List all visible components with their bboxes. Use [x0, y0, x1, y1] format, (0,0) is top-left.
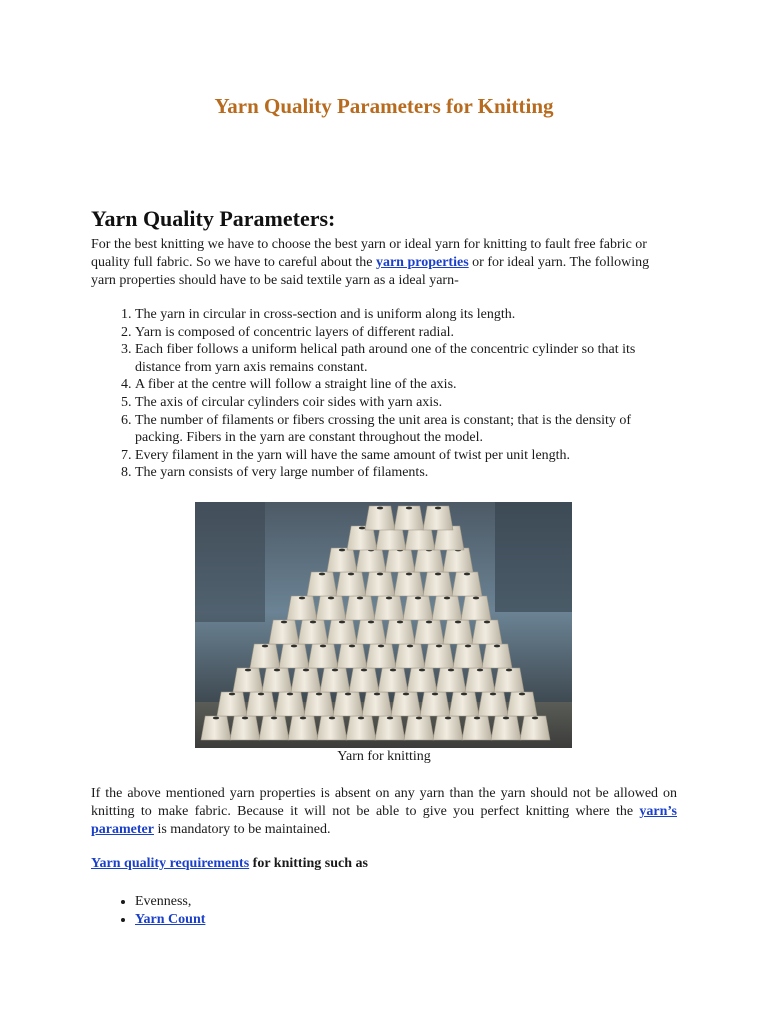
para2-text-before: If the above mentioned yarn properties is absent on any yarn than the yarn should not be allowed on knitting to make fabric. Because it will not be able to give you perfect knitting where the [91, 786, 677, 819]
yarn-cone-core [464, 573, 470, 576]
yarn-cone [365, 572, 395, 596]
yarn-cone-core [503, 717, 509, 720]
yarn-cone-core [213, 717, 219, 720]
yarn-cone [337, 644, 367, 668]
yarn-cone [250, 644, 280, 668]
requirements-intro-text: for knitting such as [249, 856, 368, 871]
yarn-cone [375, 716, 405, 740]
yarn-cone-core [245, 669, 251, 672]
yarn-cone [316, 596, 346, 620]
yarn-cone [317, 716, 347, 740]
yarn-cone-core [320, 645, 326, 648]
yarn-cone-core [473, 597, 479, 600]
yarn-cone-core [406, 507, 412, 510]
yarn-cone [414, 548, 444, 572]
yarn-cone [465, 668, 495, 692]
yarn-cone-core [477, 669, 483, 672]
yarn-cone-core [349, 645, 355, 648]
yarn-cone [478, 692, 508, 716]
yarn-cone [308, 644, 338, 668]
yarn-cone-core [419, 669, 425, 672]
yarn-cone-core [359, 527, 365, 530]
yarn-cone-core [319, 573, 325, 576]
yarn-cone [520, 716, 550, 740]
yarn-cone [291, 668, 321, 692]
yarn-cone [320, 668, 350, 692]
yarn-cone [327, 620, 357, 644]
yarn-cone [394, 506, 424, 530]
yarn-cone [462, 716, 492, 740]
yarn-cone-core [519, 693, 525, 696]
yarn-cone [385, 620, 415, 644]
yarn-cone-core [494, 645, 500, 648]
yarn-cone-core [461, 693, 467, 696]
yarn-cone-core [345, 693, 351, 696]
para2-text-after: is mandatory to be maintained. [153, 822, 331, 837]
yarn-cone-core [348, 573, 354, 576]
yarn-cone-core [357, 597, 363, 600]
yarn-cone [356, 620, 386, 644]
yarn-cone-core [465, 645, 471, 648]
yarn-cone-core [436, 645, 442, 648]
yarn-cone [436, 668, 466, 692]
yarn-cones-photo [195, 502, 572, 748]
yarn-cone-core [271, 717, 277, 720]
yarn-cone [201, 716, 231, 740]
yarn-cone [275, 692, 305, 716]
yarn-cone-core [368, 621, 374, 624]
property-item: 3. Each fiber follows a uniform helical path around one of the concentric cylinder so that its distance from yarn axis remains constant. [135, 341, 677, 376]
yarn-cone-core [358, 717, 364, 720]
yarn-cone-core [310, 621, 316, 624]
yarn-cone [304, 692, 334, 716]
yarn-cone-core [406, 573, 412, 576]
property-item: 7. Every filament in the yarn will have the same amount of twist per unit length. [135, 447, 677, 465]
yarn-cone-core [435, 507, 441, 510]
yarn-cone [262, 668, 292, 692]
yarn-cone [298, 620, 328, 644]
yarn-cone-core [435, 573, 441, 576]
yarn-cone [259, 716, 289, 740]
yarn-cones-illustration [195, 502, 572, 748]
yarn-cone [246, 692, 276, 716]
yarn-cone-core [484, 621, 490, 624]
yarn-cone [420, 692, 450, 716]
yarn-cone [366, 644, 396, 668]
yarn-cone [362, 692, 392, 716]
yarn-cone [491, 716, 521, 740]
yarn-cone [472, 620, 502, 644]
requirements-list [91, 893, 205, 929]
yarn-cone [365, 506, 395, 530]
document-title: Yarn Quality Parameters for Knitting [214, 94, 554, 118]
requirement-text: Evenness, [135, 894, 192, 909]
yarn-cone-core [303, 669, 309, 672]
yarn-cone-core [258, 693, 264, 696]
yarn-cone-core [532, 717, 538, 720]
yarn-cone [336, 572, 366, 596]
yarn-quality-requirements-link[interactable]: Yarn quality requirements [91, 856, 250, 871]
yarn-cone-core [506, 669, 512, 672]
yarn-cone [356, 548, 386, 572]
yarn-cone-core [432, 693, 438, 696]
yarn-cone [482, 644, 512, 668]
yarn-cone [494, 668, 524, 692]
yarn-cone [423, 572, 453, 596]
yarn-cone-core [377, 573, 383, 576]
yarn-cone-core [416, 717, 422, 720]
yarn-cone [333, 692, 363, 716]
yarn-cone [443, 548, 473, 572]
yarn-cone [414, 620, 444, 644]
intro-text-before: For the best knitting we have to choose the best yarn or ideal yarn for knitting to fault free fabric or quality full fabric. So we have to careful about the [91, 237, 647, 270]
property-item: 5. The axis of circular cylinders coir sides with yarn axis. [135, 394, 677, 412]
property-item: 8. The yarn consists of very large number of filaments. [135, 464, 677, 482]
yarn-cone-core [444, 597, 450, 600]
yarn-cone [374, 596, 404, 620]
yarn-cone [378, 668, 408, 692]
yarn-cone [391, 692, 421, 716]
yarn-cone-core [474, 717, 480, 720]
yarns-parameter-link[interactable]: yarn’s parameter [91, 804, 677, 837]
yarn-cone-core [407, 645, 413, 648]
yarn-cone-core [378, 645, 384, 648]
requirement-item-evenness [135, 893, 205, 911]
yarn-cone [230, 716, 260, 740]
yarn-cone-core [397, 621, 403, 624]
yarn-cone [403, 596, 433, 620]
property-item: 1. The yarn in circular in cross-section and is uniform along its length. [135, 306, 677, 324]
yarn-cone-core [262, 645, 268, 648]
requirement-item-yarn-count [135, 911, 205, 929]
yarn-cone-core [229, 693, 235, 696]
yarn-cone [395, 644, 425, 668]
yarn-cone-core [361, 669, 367, 672]
yarn-cone [349, 668, 379, 692]
yarn-cone-core [339, 621, 345, 624]
yarn-cone [279, 644, 309, 668]
intro-paragraph [91, 236, 677, 290]
yarn-cone-core [415, 597, 421, 600]
property-item: 2. Yarn is composed of concentric layers of different radial. [135, 324, 677, 342]
yarn-cone-core [386, 597, 392, 600]
yarn-cone-core [291, 645, 297, 648]
yarn-cone [394, 572, 424, 596]
section-heading: Yarn Quality Parameters: [91, 206, 336, 231]
yarn-cone-core [387, 717, 393, 720]
yarn-cone [449, 692, 479, 716]
yarn-cone-core [374, 693, 380, 696]
property-item: 6. The number of filaments or fibers crossing the unit area is constant; that is the density of packing. Fibers in the yarn are constant throughout the model. [135, 412, 677, 447]
yarn-cone [404, 716, 434, 740]
yarn-cone-core [332, 669, 338, 672]
yarn-cone-core [316, 693, 322, 696]
properties-list [91, 306, 677, 482]
yarn-cone [385, 548, 415, 572]
yarn-properties-link[interactable]: yarn properties [375, 255, 469, 270]
yarn-cone [407, 668, 437, 692]
yarn-cone-core [300, 717, 306, 720]
yarn-cone [307, 572, 337, 596]
yarn-cone [424, 644, 454, 668]
yarn-cone [346, 716, 376, 740]
yarn-cone [327, 548, 357, 572]
yarn-cone [507, 692, 537, 716]
yarn-cone [453, 644, 483, 668]
parameter-paragraph [91, 785, 677, 839]
yarn-cone-core [490, 693, 496, 696]
yarn-cone-core [455, 621, 461, 624]
yarn-cone-core [274, 669, 280, 672]
yarn-cone-core [339, 549, 345, 552]
figure-caption: Yarn for knitting [337, 749, 431, 764]
yarn-cone [287, 596, 317, 620]
yarn-cone-core [448, 669, 454, 672]
yarn-cone-core [328, 597, 334, 600]
yarn-cone [345, 596, 375, 620]
yarn-cone [288, 716, 318, 740]
yarn-cone-core [242, 717, 248, 720]
yarn-cone-core [445, 717, 451, 720]
yarn-cone [432, 596, 462, 620]
yarn-cone-core [281, 621, 287, 624]
yarn-cone [433, 716, 463, 740]
yarn-cone [461, 596, 491, 620]
yarn-cone-core [299, 597, 305, 600]
intro-text-after: or for ideal yarn. The following yarn properties should have to be said textile yarn as a ideal yarn- [91, 255, 650, 288]
yarn-count-link[interactable]: Yarn Count [135, 912, 206, 927]
yarn-cone [217, 692, 247, 716]
yarn-cone [423, 506, 453, 530]
yarn-cone-core [287, 693, 293, 696]
yarn-cone-core [377, 507, 383, 510]
requirements-intro [91, 856, 368, 872]
yarn-cone-core [390, 669, 396, 672]
yarn-cone-core [403, 693, 409, 696]
yarn-cone [269, 620, 299, 644]
property-item: 4. A fiber at the centre will follow a straight line of the axis. [135, 376, 677, 394]
yarn-cone-core [426, 621, 432, 624]
yarn-cone-core [329, 717, 335, 720]
yarn-cone [233, 668, 263, 692]
yarn-cone [443, 620, 473, 644]
yarn-cone [452, 572, 482, 596]
